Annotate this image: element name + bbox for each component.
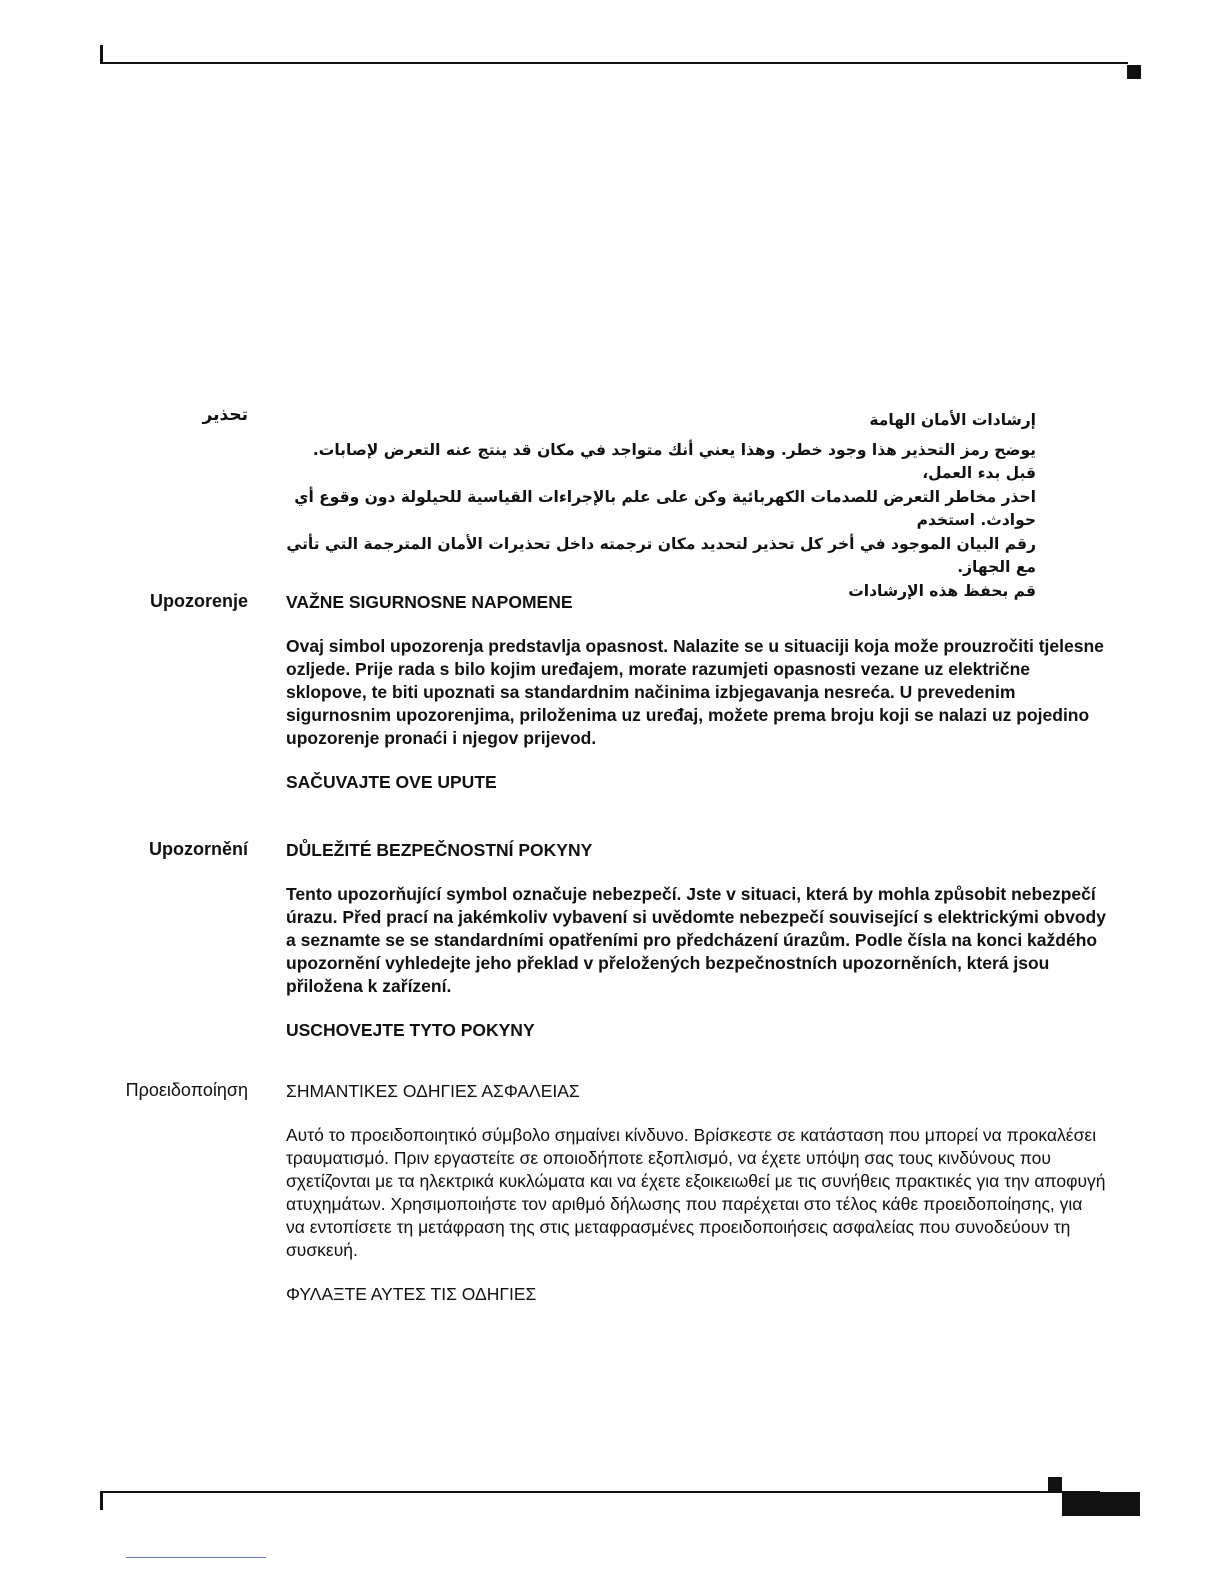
greek-warning-block — [286, 1080, 1106, 1306]
greek-warning-title: ΣΗΜΑΝΤΙΚΕΣ ΟΔΗΓΙΕΣ ΑΣΦΑΛΕΙΑΣ — [286, 1081, 580, 1101]
croatian-warning-title: VAŽNE SIGURNOSNE NAPOMENE — [286, 592, 573, 612]
greek-warning-keep: ΦΥΛΑΞΤΕ ΑΥΤΕΣ ΤΙΣ ΟΔΗΓΙΕΣ — [286, 1284, 537, 1304]
arabic-warning-line: يوضح رمز التحذير هذا وجود خطر. وهذا يعني أنك متواجد في مكان قد ينتج عنه التعرض لإصابات. قبل بدء العمل، — [312, 440, 1036, 482]
header-rule — [100, 62, 1128, 64]
croatian-warning-keep: SAČUVAJTE OVE UPUTE — [286, 772, 497, 792]
czech-warning-body: Tento upozorňující symbol označuje nebezpečí. Jste v situaci, která by mohla způsobit nebezpečí úrazu. Před prací na jakémkoliv vybavení si uvědomte nebezpečí související s elektrickými obvody a seznamte se se standardními opatřeními pro předcházení úrazům. Podle čísla na konci každého upozornění vyhledejte jeho překlad v přeložených bezpečnostních upozorněních, která jsou přiložena k zařízení. — [286, 884, 1106, 996]
arabic-warning-line: رقم البيان الموجود في أخر كل تحذير لتحديد مكان ترجمته داخل تحذيرات الأمان المترجمة التي تأتي مع الجهاز. — [286, 534, 1036, 576]
czech-warning-keep: USCHOVEJTE TYTO POKYNY — [286, 1020, 535, 1040]
greek-warning-label: Προειδοποίηση — [125, 1080, 248, 1100]
czech-warning-title: DŮLEŽITÉ BEZPEČNOSTNÍ POKYNY — [286, 840, 593, 860]
arabic-warning-title: إرشادات الأمان الهامة — [869, 411, 1036, 429]
croatian-warning-label: Upozorenje — [149, 591, 248, 611]
croatian-warning-block — [286, 591, 1106, 794]
arabic-warning-line: احذر مخاطر التعرض للصدمات الكهربائية وكن على علم بالإجراءات القياسية للحيلولة دون وقوع أي حوادث. استخدم — [294, 487, 1036, 529]
arabic-warning-save: قم بحفظ هذه الإرشادات — [848, 581, 1036, 600]
arabic-warning-block — [286, 409, 1036, 603]
footer-left-tick — [100, 1492, 103, 1510]
footer-rule — [100, 1491, 1100, 1493]
arabic-warning-label: تحذير — [202, 405, 248, 425]
greek-warning-body: Αυτό το προειδοποιητικό σύμβολο σημαίνει κίνδυνο. Βρίσκεστε σε κατάσταση που μπορεί να προκαλέσει τραυματισμό. Πριν εργαστείτε σε οποιοδήποτε εξοπλισμό, να έχετε υπόψη σας τους κινδύνους που σχετίζονται με τα ηλεκτρικά κυκλώματα και να έχετε εξοικειωθεί με τις συνήθεις πρακτικές για την αποφυγή ατυχημάτων. Χρησιμοποιήστε τον αριθμό δήλωσης που παρέχεται στο τέλος κάθε προειδοποίησης, για να εντοπίσετε τη μετάφραση της στις μεταφρασμένες προειδοποιήσεις ασφαλείας που συνοδεύουν τη συσκευή. — [286, 1125, 1106, 1260]
footer-corner-square — [1048, 1477, 1062, 1491]
footer-link-underline[interactable] — [126, 1557, 266, 1558]
czech-warning-block — [286, 839, 1106, 1042]
page-number-tab — [1062, 1492, 1140, 1516]
header-corner-square — [1127, 65, 1141, 79]
croatian-warning-body: Ovaj simbol upozorenja predstavlja opasnost. Nalazite se u situaciji koja može prouzročiti tjelesne ozljede. Prije rada s bilo kojim uređajem, morate razumjeti opasnosti vezane uz električne sklopove, te biti upoznati sa standardnim načinima izbjegavanja nesreća. U prevedenim sigurnosnim upozorenjima, priloženima uz uređaj, možete prema broju koji se nalazi uz pojedino upozorenje pronaći i njegov prijevod. — [286, 636, 1104, 748]
czech-warning-label: Upozornění — [149, 839, 248, 859]
